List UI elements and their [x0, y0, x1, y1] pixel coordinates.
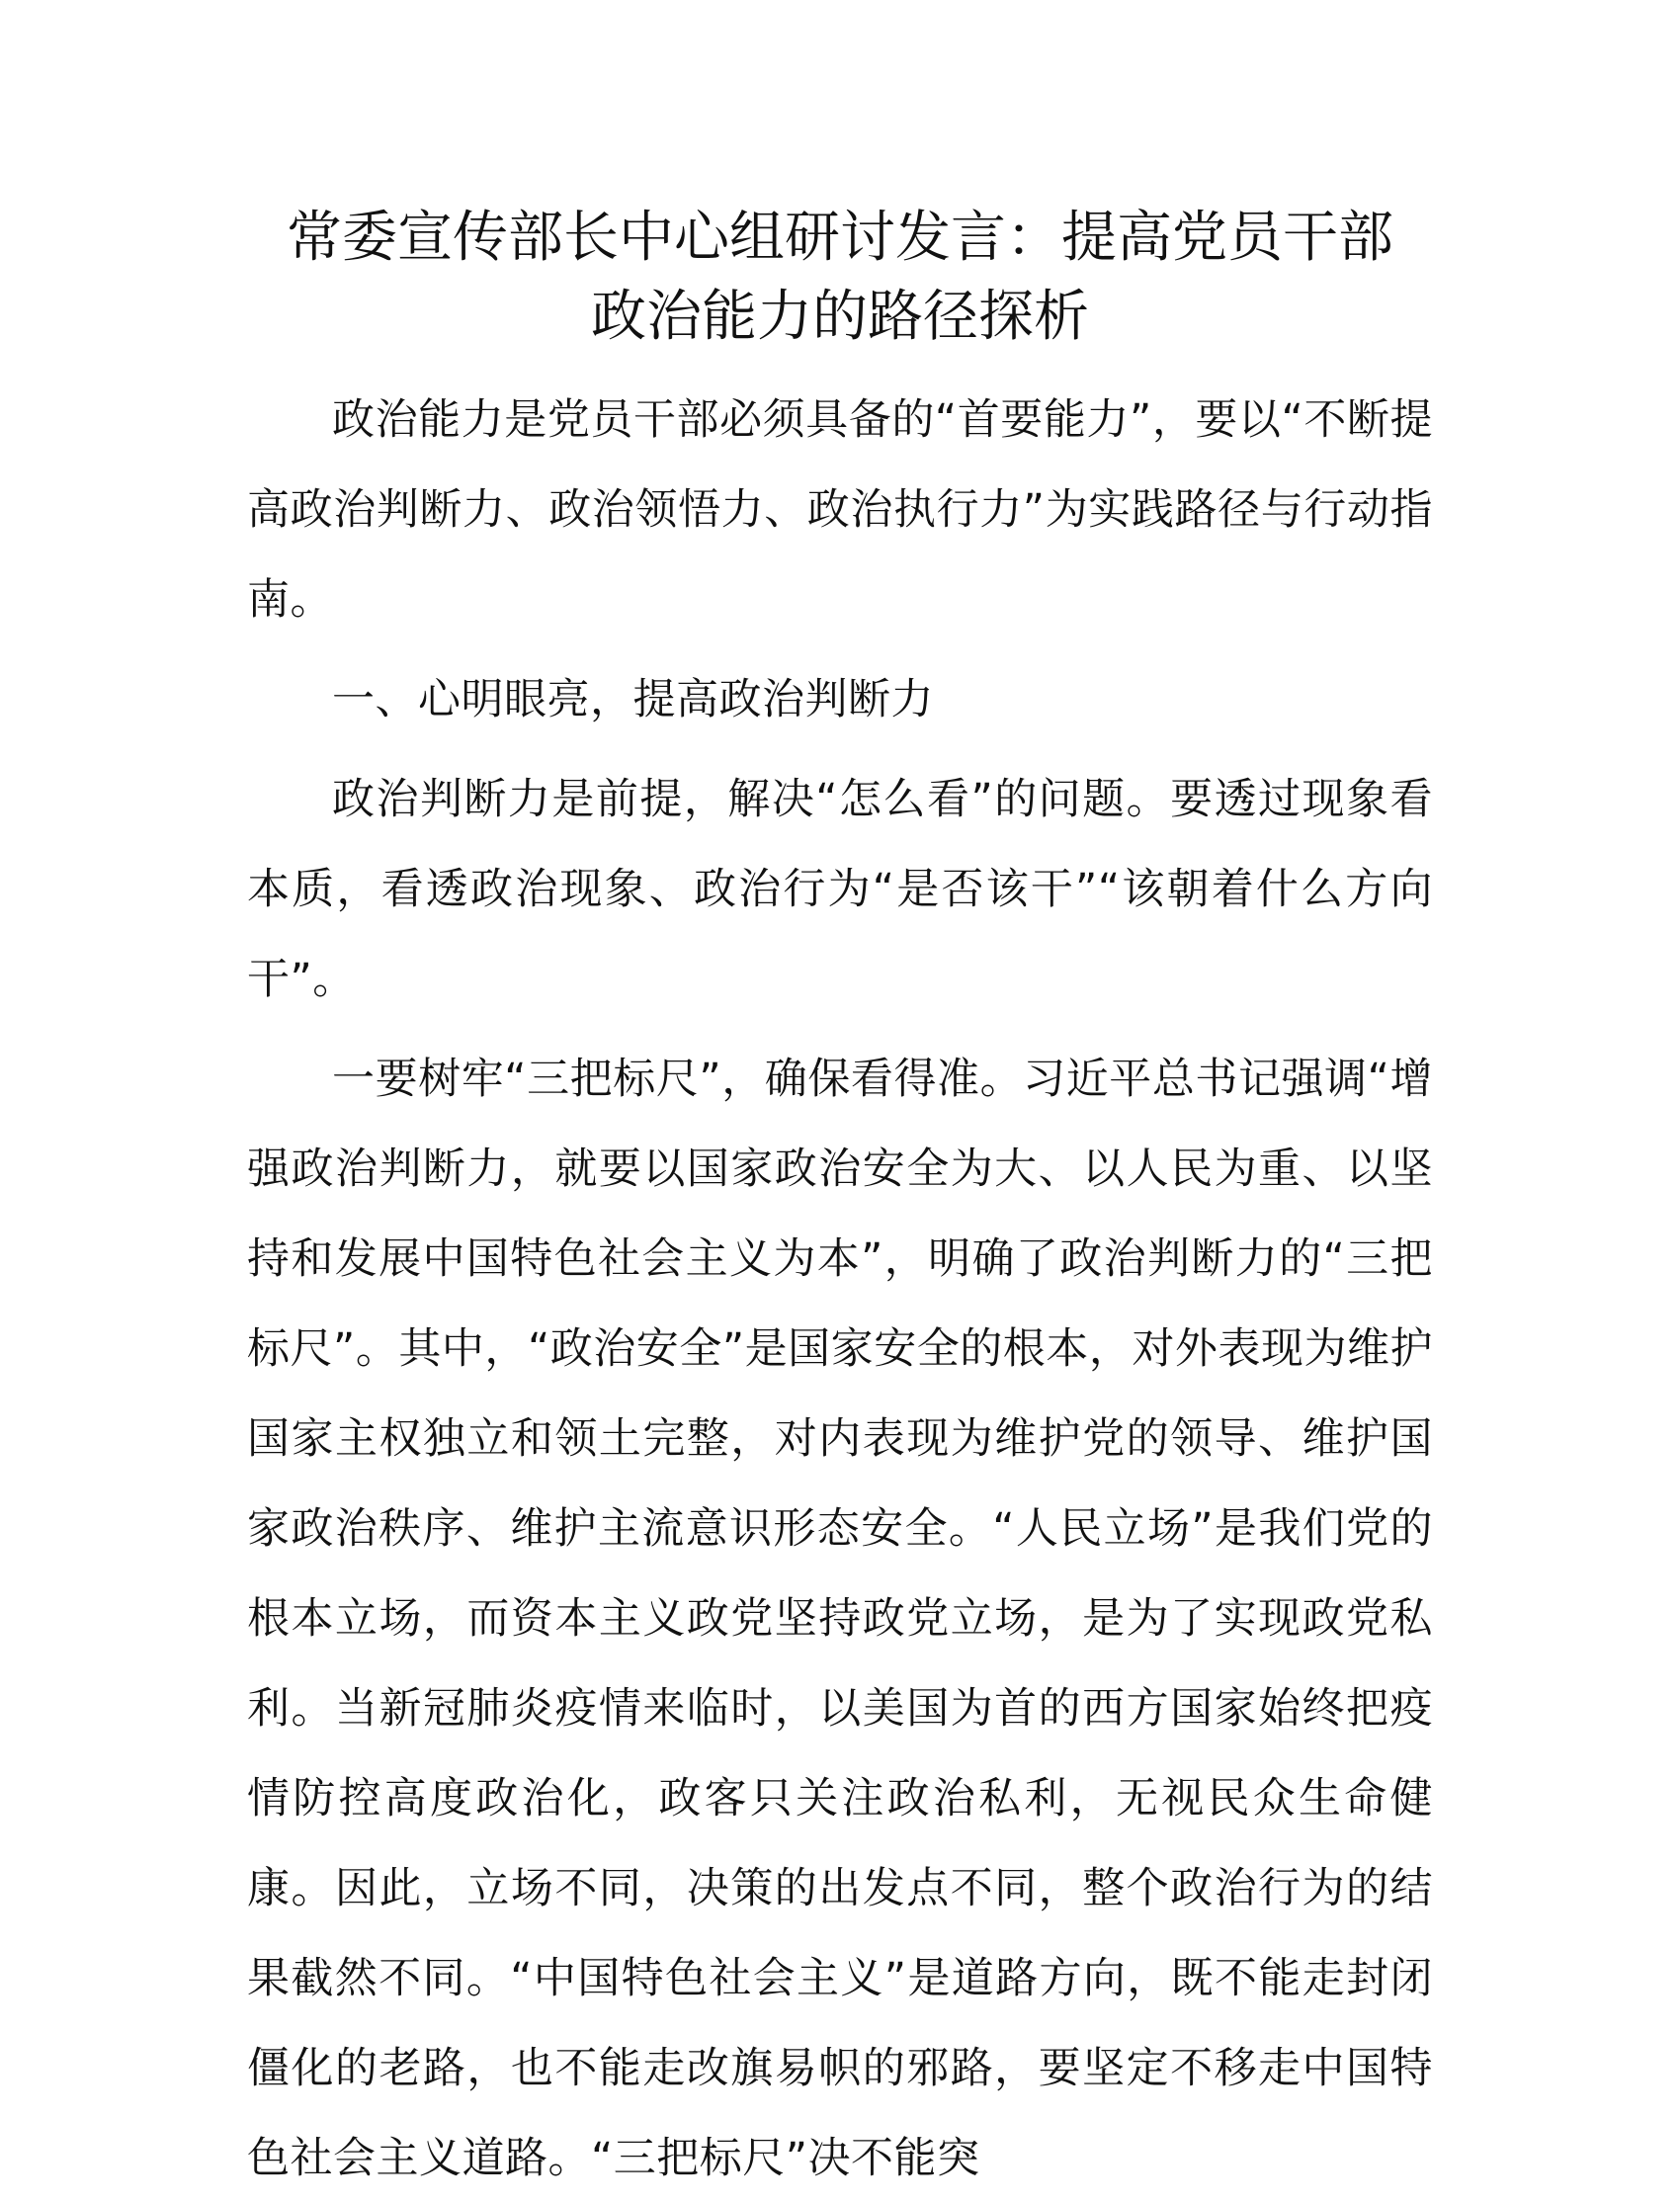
- document-title-line-2: 政治能力的路径探析: [591, 285, 1089, 349]
- document-body: [247, 376, 1433, 2204]
- body-paragraph: 一要树牢“三把标尺”，确保看得准。习近平总书记强调“增强政治判断力，就要以国家政治安全为大、以人民为重、以坚持和发展中国特色社会主义为本”，明确了政治判断力的“三把标尺”。其中，“政治安全”是国家安全的根本，对外表现为维护国家主权独立和领土完整，对内表现为维护党的领导、维护国家政治秩序、维护主流意识形态安全。“人民立场”是我们党的根本立场，而资本主义政党坚持政党立场，是为了实现政党私利。当新冠肺炎疫情来临时，以美国为首的西方国家始终把疫情防控高度政治化，政客只关注政治私利，无视民众生命健康。因此，立场不同，决策的出发点不同，整个政治行为的结果截然不同。“中国特色社会主义”是道路方向，既不能走封闭僵化的老路，也不能走改旗易帜的邪路，要坚定不移走中国特色社会主义道路。“三把标尺”决不能突: [247, 1055, 1433, 2183]
- body-paragraph: 政治判断力是前提，解决“怎么看”的问题。要透过现象看本质，看透政治现象、政治行为“是否该干”“该朝着什么方向干”。: [247, 775, 1433, 1004]
- document-title-line-1: 常委宣传部长中心组研讨发言：提高党员干部: [287, 206, 1393, 270]
- section-heading: 一、心明眼亮，提高政治判断力: [332, 675, 934, 724]
- intro-paragraph: 政治能力是党员干部必须具备的“首要能力”，要以“不断提高政治判断力、政治领悟力、政治执行力”为实践路径与行动指南。: [247, 395, 1433, 625]
